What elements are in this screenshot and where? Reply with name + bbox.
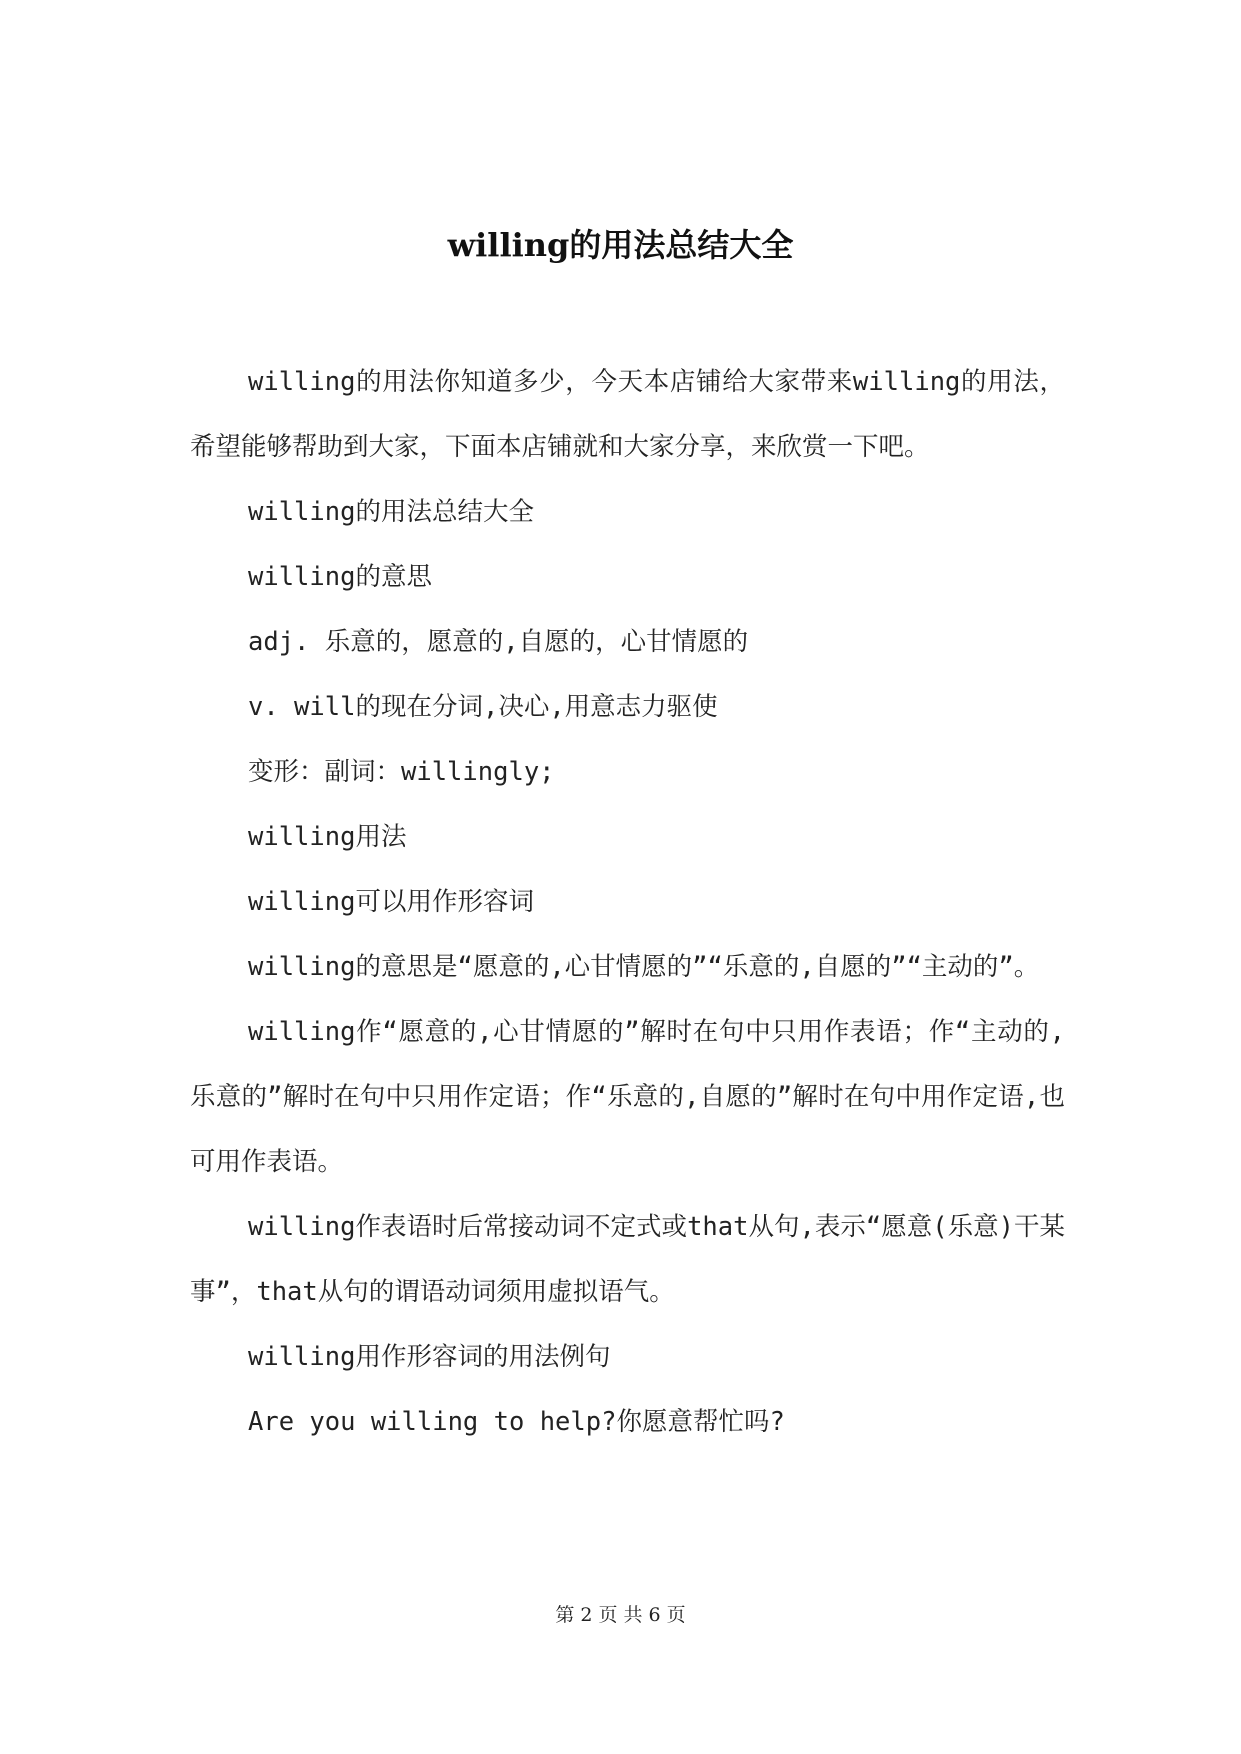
paragraph-verb-definition: v. will的现在分词,决心,用意志力驱使 — [248, 692, 718, 722]
document-title: willing的用法总结大全 — [447, 226, 794, 264]
paragraph-usage-detail: willing作“愿意的,心甘情愿的”解时在句中只用作表语；作“主动的,乐意的”解时在句中只用作定语；作“乐意的,自愿的”解时在句中用作定语,也可用作表语。 — [190, 1017, 1065, 1177]
paragraph-adj-definition: adj. 乐意的，愿意的,自愿的，心甘情愿的 — [248, 627, 749, 657]
paragraph-heading: willing的用法总结大全 — [248, 497, 534, 527]
paragraph-predicative-use: willing作表语时后常接动词不定式或that从句,表示“愿意(乐意)干某事”，that从句的谓语动词须用虚拟语气。 — [190, 1212, 1065, 1307]
document-body — [190, 350, 1065, 1455]
paragraph-intro: willing的用法你知道多少，今天本店铺给大家带来willing的用法，希望能够帮助到大家，下面本店铺就和大家分享，来欣赏一下吧。 — [190, 367, 1065, 462]
paragraph-examples-heading: willing用作形容词的用法例句 — [248, 1342, 611, 1372]
paragraph-variant: 变形：副词：willingly; — [248, 757, 555, 787]
paragraph-example-sentence: Are you willing to help?你愿意帮忙吗? — [248, 1407, 785, 1437]
paragraph-meaning-detail: willing的意思是“愿意的,心甘情愿的”“乐意的,自愿的”“主动的”。 — [248, 952, 1040, 982]
paragraph-meaning-heading: willing的意思 — [248, 562, 432, 592]
paragraph-adjective-use: willing可以用作形容词 — [248, 887, 534, 917]
page-footer: 第 2 页 共 6 页 — [555, 1604, 686, 1626]
paragraph-usage-heading: willing用法 — [248, 822, 407, 852]
